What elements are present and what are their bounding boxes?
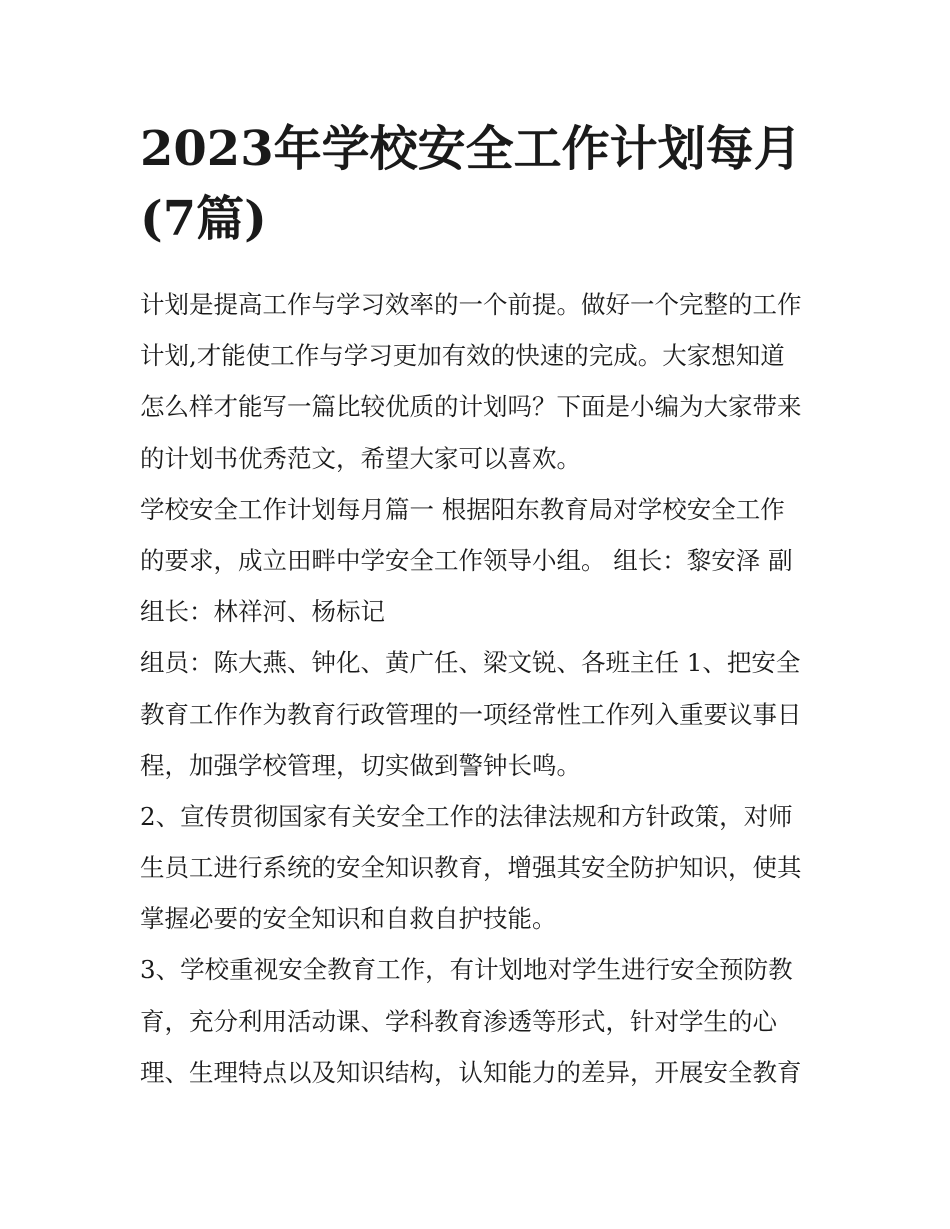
- paragraph-members: [140, 637, 820, 791]
- title-line: 2023年学校安全工作计划每月: [140, 121, 802, 177]
- text-line: 组员：陈大燕、钟化、黄广任、梁文锐、各班主任 1、把安全: [140, 648, 801, 678]
- text-line: 2、宣传贯彻国家有关安全工作的法律法规和方针政策，对师: [140, 801, 793, 831]
- text-line: 育，充分利用活动课、学科教育渗透等形式，针对学生的心: [140, 1006, 777, 1036]
- document-body: [140, 279, 820, 1098]
- text-line: 的要求，成立田畔中学安全工作领导小组。 组长：黎安泽 副: [140, 545, 793, 575]
- text-line: 程，加强学校管理，切实做到警钟长鸣。: [140, 750, 581, 780]
- text-line: 计划是提高工作与学习效率的一个前提。做好一个完整的工作: [140, 290, 802, 319]
- title-line: (7篇): [140, 191, 267, 247]
- text-line: 生员工进行系统的安全知识教育，增强其安全防护知识，使其: [140, 853, 802, 883]
- text-line: 怎么样才能写一篇比较优质的计划吗？下面是小编为大家带来: [140, 392, 802, 422]
- text-line: 学校安全工作计划每月篇一 根据阳东教育局对学校安全工作: [140, 494, 785, 524]
- paragraph-intro: [140, 279, 820, 484]
- text-line: 计划,才能使工作与学习更加有效的快速的完成。大家想知道: [140, 341, 785, 371]
- text-line: 教育工作作为教育行政管理的一项经常性工作列入重要议事日: [140, 699, 802, 729]
- paragraph-item-3: [140, 944, 820, 1098]
- text-line: 掌握必要的安全知识和自救自护技能。: [140, 904, 557, 934]
- paragraph-plan-one: [140, 484, 820, 638]
- paragraph-item-2: [140, 791, 820, 945]
- text-line: 理、生理特点以及知识结构，认知能力的差异，开展安全教育: [140, 1057, 802, 1087]
- document-title: [140, 114, 820, 254]
- text-line: 3、学校重视安全教育工作，有计划地对学生进行安全预防教: [140, 955, 793, 985]
- text-line: 组长：林祥河、杨标记: [140, 597, 385, 627]
- text-line: 的计划书优秀范文，希望大家可以喜欢。: [140, 443, 581, 473]
